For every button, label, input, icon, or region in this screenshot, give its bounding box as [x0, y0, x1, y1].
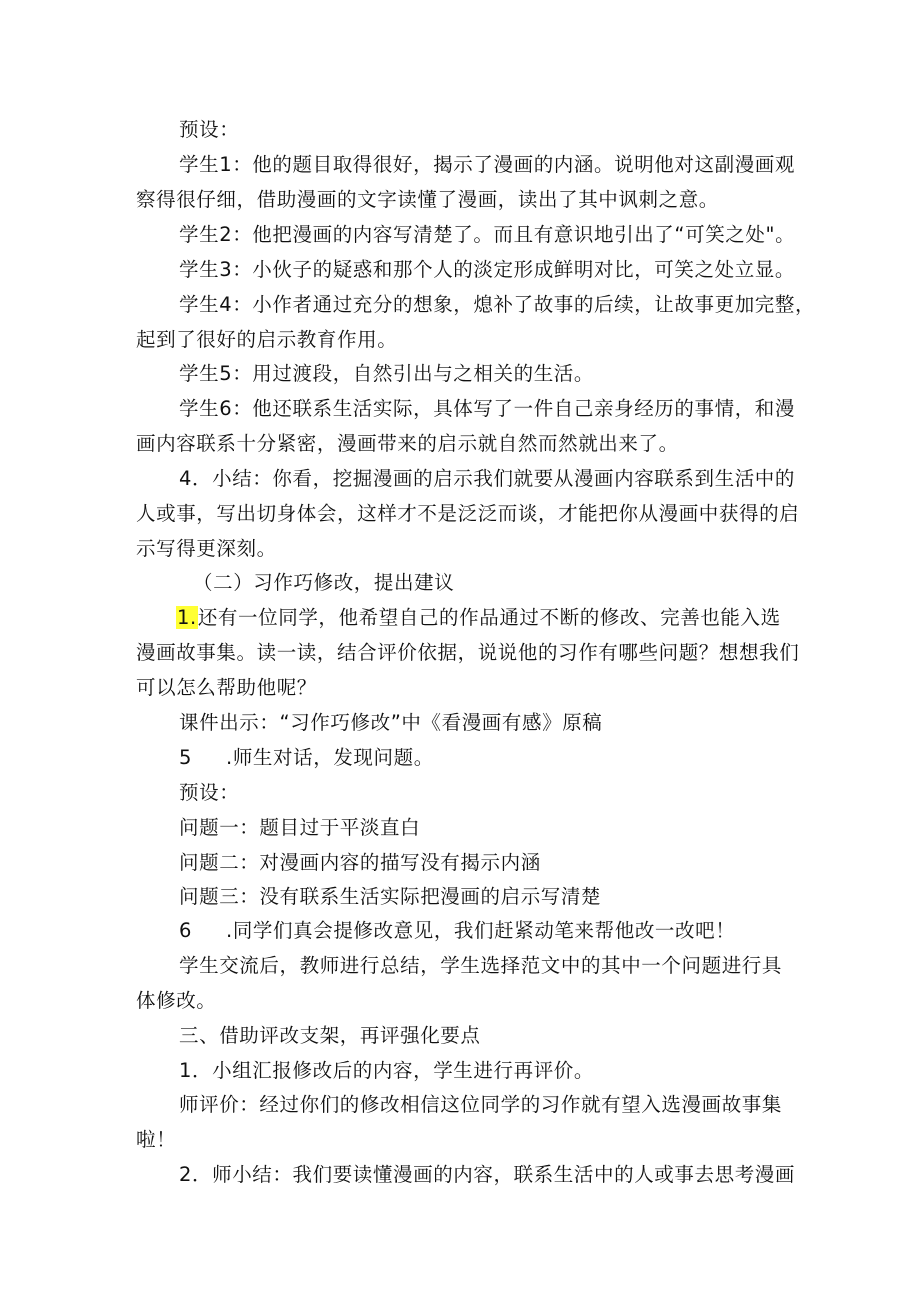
text-line: 学生交流后，教师进行总结，学生选择范文中的其中一个问题进行具: [179, 954, 783, 977]
text-line: 预设：: [179, 118, 240, 141]
text-line: 学生6：他还联系生活实际，具体写了一件自己亲身经历的事情，和漫: [179, 397, 796, 420]
text-line: 学生1：他的题目取得很好，揭示了漫画的内涵。说明他对这副漫画观: [179, 153, 796, 176]
text-line: 学生4：小作者通过充分的想象，熄补了故事的后续，让故事更加完整，: [179, 293, 816, 316]
text-line: 学生5：用过渡段，自然引出与之相关的生活。: [179, 362, 595, 385]
list-number: 6: [179, 919, 193, 942]
text-line: 学生3：小伙子的疑惑和那个人的淡定形成鲜明对比，可笑之处立显。: [179, 258, 796, 281]
text-line: 人或事，写出切身体会，这样才不是泛泛而谈，才能把你从漫画中获得的启: [136, 502, 800, 525]
text-line: 问题三：没有联系生活实际把漫画的启示写清楚: [179, 885, 602, 908]
text-fragment: .师生对话，发现问题。: [226, 746, 434, 769]
text-line: 预设：: [179, 781, 240, 804]
text-line: 体修改。: [136, 989, 217, 1012]
text-line: 1．小组汇报修改后的内容，学生进行再评价。: [179, 1059, 595, 1082]
text-line: 察得很仔细，借助漫画的文字读懂了漫画，读出了其中讽刺之意。: [136, 188, 719, 211]
text-line: 问题一：题目过于平淡直白: [179, 816, 421, 839]
text-line: 课件出示：“习作巧修改”中《看漫画有感》原稿: [179, 711, 603, 734]
text-fragment: 还有一位同学，他希望自己的作品通过不断的修改、完善也能入选: [197, 606, 781, 629]
text-line: 啦！: [136, 1128, 177, 1151]
text-line: 示写得更深刻。: [136, 537, 277, 560]
list-number: 5: [179, 746, 193, 769]
text-line: [179, 918, 735, 944]
text-line: 学生2：他把漫画的内容写清楚了。而且有意识地引出了“可笑之处"。: [179, 223, 796, 246]
text-line: 问题二：对漫画内容的描写没有揭示内涵: [179, 851, 541, 874]
text-line: 4．小结：你看，挖掘漫画的启示我们就要从漫画内容联系到生活中的: [179, 467, 796, 490]
text-line: 起到了很好的启示教育作用。: [136, 328, 398, 351]
text-line: 师评价：经过你们的修改相信这位同学的习作就有望入选漫画故事集: [179, 1093, 783, 1116]
text-line: [179, 745, 434, 771]
highlighted-number: 1.: [177, 606, 197, 629]
text-fragment: .同学们真会提修改意见，我们赶紧动笔来帮他改一改吧！: [226, 919, 736, 942]
text-line: 画内容联系十分紧密，漫画带来的启示就自然而然就出来了。: [136, 432, 679, 455]
text-line: 漫画故事集。读一读，结合评价依据，说说他的习作有哪些问题？想想我们: [136, 641, 800, 664]
text-line: 2．师小结：我们要读懂漫画的内容，联系生活中的人或事去思考漫画: [179, 1163, 796, 1186]
section-heading: 三、借助评改支架，再评强化要点: [179, 1024, 481, 1047]
text-line: 可以怎么帮助他呢？: [136, 676, 317, 699]
text-line: [176, 605, 781, 631]
section-heading: （二）习作巧修改，提出建议: [193, 571, 455, 594]
